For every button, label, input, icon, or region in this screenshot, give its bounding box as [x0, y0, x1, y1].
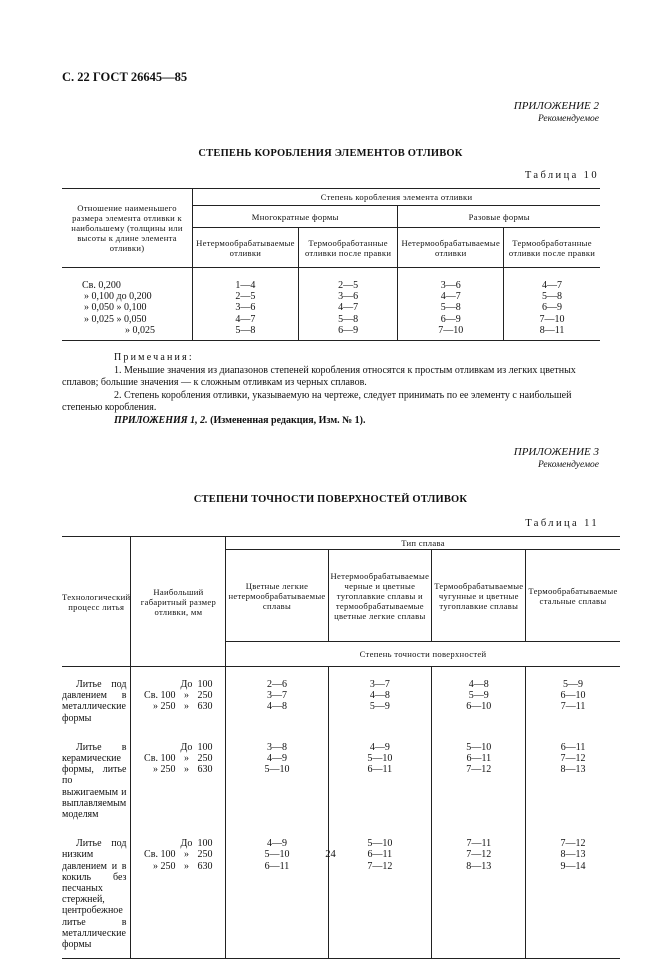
value-cell: 5—9	[468, 690, 489, 702]
value-cell: 6—9	[542, 302, 563, 314]
value-cell: 6—10	[466, 701, 492, 713]
value-cell: 3—6	[338, 291, 359, 303]
value-cell: 4—7	[338, 302, 359, 314]
value-cell: 7—12	[560, 838, 586, 850]
value-cell: 2—5	[235, 291, 256, 303]
value-cell: 4—7	[235, 313, 256, 325]
size-part: 250	[197, 849, 213, 861]
table-10-ratios	[62, 268, 193, 341]
accuracy-values-c4	[526, 667, 620, 732]
size-part: 630	[197, 701, 213, 713]
value-cell: 8—13	[560, 849, 586, 861]
value-cell: 4—7	[542, 280, 563, 291]
size-range	[131, 701, 225, 712]
table-10-col-2: Термообработанные отливки после правки	[298, 228, 398, 268]
table-10-header-single: Разовые формы	[398, 206, 600, 228]
value-cell: 3—6	[440, 280, 461, 291]
table-10-header-multi: Многократные формы	[193, 206, 398, 228]
size-part: Св. 100	[144, 753, 176, 764]
value-cell: 2—6	[266, 679, 287, 690]
size-part: Св. 100	[144, 849, 176, 861]
page-header: С. 22 ГОСТ 26645—85	[62, 70, 188, 84]
value-cell: 6—11	[560, 741, 586, 753]
table-11	[62, 536, 620, 959]
size-range	[131, 861, 225, 872]
table-10-values-col-2	[298, 268, 398, 341]
size-range	[131, 764, 225, 775]
size-part: »	[183, 860, 189, 872]
page-number: 24	[325, 849, 336, 860]
value-cell: 3—6	[235, 302, 256, 314]
value-cell: 5—10	[367, 753, 393, 764]
value-cell: 4—9	[266, 838, 287, 850]
accuracy-values-c1	[226, 828, 328, 959]
accuracy-values-c4	[526, 828, 620, 959]
size-part: До	[180, 741, 193, 753]
appendix-3-title: ПРИЛОЖЕНИЕ 3	[513, 446, 599, 458]
size-range	[131, 690, 225, 701]
table-11-col-4: Термообрабатываемые стальные сплавы	[526, 550, 620, 642]
accuracy-values-c2	[328, 667, 432, 732]
table-10-values-col-4	[504, 268, 600, 341]
table-10-col-1: Нетермообрабатываемые отливки	[193, 228, 299, 268]
value-cell: 6—11	[367, 849, 393, 861]
accuracy-values-c3	[432, 732, 526, 828]
accuracy-values-c3	[432, 667, 526, 732]
table-11-header-size: Наибольший габаритный размер отливки, мм	[131, 537, 226, 667]
value-cell: 5—10	[466, 741, 492, 753]
size-part: »	[183, 701, 189, 713]
table-10-values-col-1	[193, 268, 299, 341]
appendix-3-label	[514, 446, 599, 472]
accuracy-values-c3	[432, 828, 526, 959]
ratio-row: » 0,100 до 0,200	[84, 291, 152, 303]
appendix-3-subtitle: Рекомендуемое	[537, 460, 599, 470]
ratio-row: » 0,025 » 0,050	[84, 313, 147, 325]
size-part: » 250	[152, 764, 176, 776]
accuracy-values-c2	[328, 732, 432, 828]
table-10-header-degree: Степень коробления элемента отливки	[193, 189, 600, 206]
value-cell: 1—4	[235, 280, 256, 291]
table-11-row	[62, 828, 620, 959]
size-ranges	[131, 667, 226, 732]
value-cell: 5—8	[235, 324, 256, 336]
accuracy-values-c4	[526, 732, 620, 828]
value-cell: 5—8	[440, 302, 461, 314]
size-part: До	[180, 679, 193, 690]
ratio-row: Св. 0,200	[82, 280, 121, 291]
value-cell: 6—9	[440, 313, 461, 325]
size-part: 630	[197, 764, 213, 776]
size-part: 100	[197, 741, 213, 753]
value-cell: 4—8	[369, 690, 390, 702]
size-part: 100	[197, 838, 213, 850]
value-cell: 4—9	[369, 741, 390, 753]
value-cell: 7—10	[539, 313, 565, 325]
table-10-header-ratio: Отношение наименьшего размера элемента отливки к наибольшему (толщины или высоты к длине элемента отливки)	[62, 189, 193, 268]
table-11-col-2: Нетермообрабатываемые черные и цветные тугоплавкие сплавы и термообрабатываемые цветные легкие сплавы	[328, 550, 432, 642]
table-11-row	[62, 667, 620, 732]
size-part: »	[183, 849, 189, 861]
value-cell: 4—8	[468, 679, 489, 690]
value-cell: 5—10	[264, 764, 290, 776]
value-cell: 6—11	[367, 764, 393, 776]
size-part: 630	[197, 860, 213, 872]
size-part: » 250	[152, 860, 176, 872]
ratio-row: » 0,025	[125, 324, 155, 336]
value-cell: 8—13	[466, 860, 492, 872]
ratio-row: » 0,050 » 0,100	[84, 302, 147, 314]
table-10	[62, 188, 600, 341]
amendment-appendices: ПРИЛОЖЕНИЯ 1, 2.	[114, 414, 208, 426]
size-part: 250	[197, 753, 213, 764]
value-cell: 3—7	[266, 690, 287, 702]
value-cell: 5—9	[563, 679, 584, 690]
value-cell: 7—12	[466, 764, 492, 776]
size-range	[131, 679, 225, 690]
size-range	[131, 742, 225, 753]
value-cell: 7—11	[560, 701, 586, 713]
value-cell: 5—8	[542, 291, 563, 303]
appendix-2-label	[514, 100, 599, 126]
value-cell: 7—12	[560, 753, 586, 764]
value-cell: 3—8	[266, 741, 287, 753]
table-11-col-1: Цветные легкие нетермообрабатываемые сплавы	[226, 550, 328, 642]
size-part: До	[180, 838, 193, 850]
value-cell: 6—9	[338, 324, 359, 336]
accuracy-values-c1	[226, 732, 328, 828]
size-part: Св. 100	[144, 690, 176, 702]
table-10-values-col-3	[398, 268, 504, 341]
size-part: » 250	[152, 701, 176, 713]
value-cell: 4—9	[266, 753, 287, 764]
appendix-2-subtitle: Рекомендуемое	[537, 114, 599, 124]
size-part: »	[183, 764, 189, 776]
size-part: »	[183, 753, 189, 764]
amendment-text: (Измененная редакция, Изм. № 1).	[207, 414, 366, 426]
table-11-header-alloy: Тип сплава	[226, 537, 620, 550]
value-cell: 6—11	[264, 860, 290, 872]
table-10-col-3: Нетермообрабатываемые отливки	[398, 228, 504, 268]
process-name: Литье под низким давлением и в кокиль без песчаных стержней, центробежное литье в металлические формы	[62, 828, 131, 959]
notes-heading: Примечания:	[114, 352, 194, 363]
section-title-accuracy: СТЕПЕНИ ТОЧНОСТИ ПОВЕРХНОСТЕЙ ОТЛИВОК	[193, 494, 468, 505]
value-cell: 6—11	[466, 753, 492, 764]
value-cell: 7—12	[466, 849, 492, 861]
table-10-col-4: Термообработанные отливки после правки	[504, 228, 600, 268]
value-cell: 7—12	[367, 860, 393, 872]
note-1: 1. Меньшие значения из диапазонов степеней коробления относятся к простым отливкам из легких цветных сплавов; большие значения — к сложным отливкам из черных сплавов.	[62, 364, 576, 388]
value-cell: 6—10	[560, 690, 586, 702]
value-cell: 8—13	[560, 764, 586, 776]
table-11-row	[62, 732, 620, 828]
size-ranges	[131, 828, 226, 959]
size-range	[131, 753, 225, 764]
table-11-header-accuracy: Степень точности поверхностей	[226, 642, 620, 667]
note-2: 2. Степень коробления отливки, указываемую на чертеже, следует принимать по ее элементу с наибольшей степенью коробления.	[62, 389, 572, 413]
table-11-label: Таблица 11	[525, 518, 599, 529]
process-name: Литье под давлением в металлические формы	[62, 679, 127, 724]
value-cell: 5—10	[367, 838, 393, 850]
value-cell: 9—14	[560, 860, 586, 872]
accuracy-values-c1	[226, 667, 328, 732]
value-cell: 4—7	[440, 291, 461, 303]
accuracy-values-c2	[328, 828, 432, 959]
size-part: »	[183, 690, 189, 702]
value-cell: 5—10	[264, 849, 290, 861]
amendment-note	[62, 415, 600, 428]
table-11-col-3: Термообрабатываемые чугунные и цветные тугоплавкие сплавы	[432, 550, 526, 642]
notes-block	[62, 352, 600, 427]
value-cell: 5—8	[338, 313, 359, 325]
value-cell: 5—9	[369, 701, 390, 713]
size-ranges	[131, 732, 226, 828]
value-cell: 4—8	[266, 701, 287, 713]
value-cell: 8—11	[539, 324, 565, 336]
table-11-header-process: Технологический процесс литья	[62, 537, 131, 667]
value-cell: 7—10	[438, 324, 464, 336]
section-title-warping: СТЕПЕНЬ КОРОБЛЕНИЯ ЭЛЕМЕНТОВ ОТЛИВОК	[198, 148, 463, 159]
value-cell: 7—11	[466, 838, 492, 850]
size-part: 250	[197, 690, 213, 702]
process-name: Литье в керамические формы, литье по выжигаемым и выплавляемым моделям	[62, 741, 127, 821]
value-cell: 2—5	[338, 280, 359, 291]
appendix-2-title: ПРИЛОЖЕНИЕ 2	[513, 100, 599, 112]
size-part: 100	[197, 679, 213, 690]
table-10-label: Таблица 10	[524, 170, 599, 181]
value-cell: 3—7	[369, 679, 390, 690]
size-range	[131, 838, 225, 849]
